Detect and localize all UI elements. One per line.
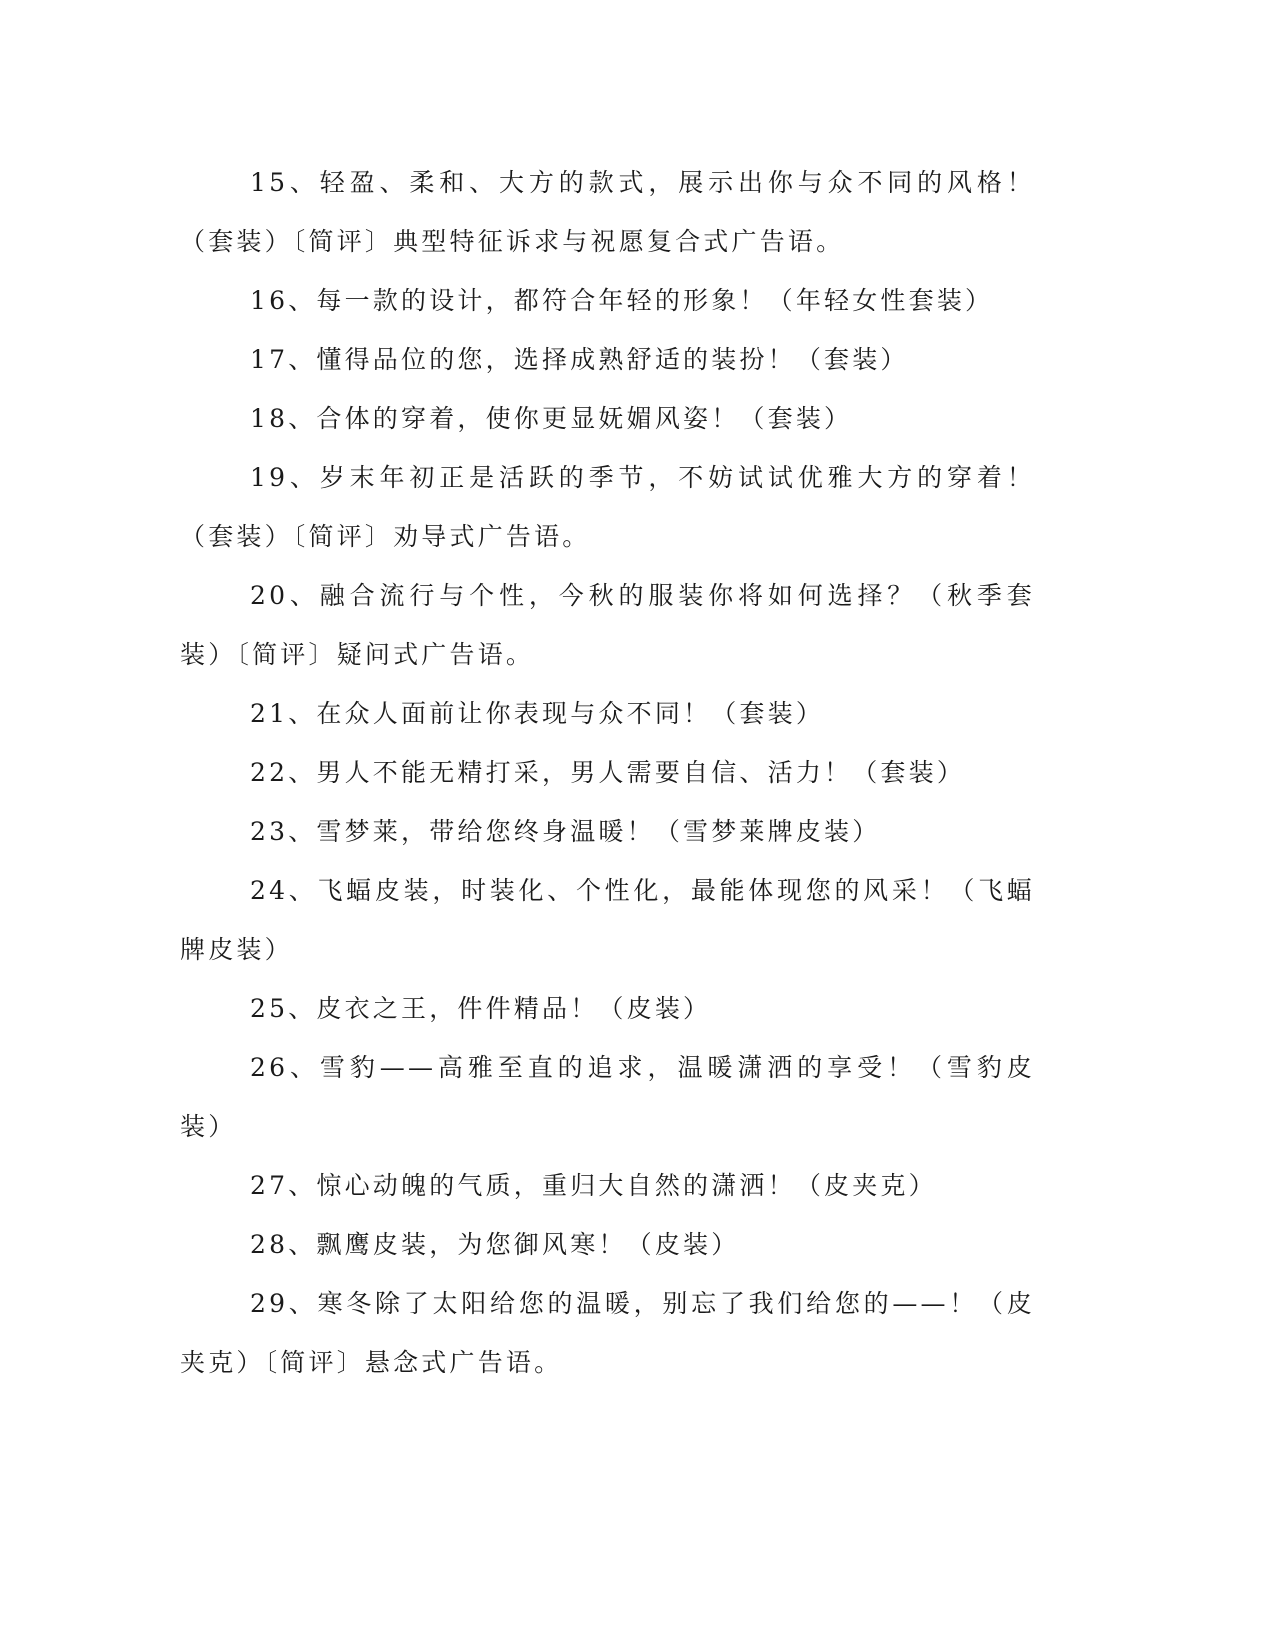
paragraph-20: 20、融合流行与个性，今秋的服装你将如何选择？（秋季套装）〔简评〕疑问式广告语。 — [180, 581, 1035, 669]
paragraph-27: 27、惊心动魄的气质，重归大自然的潇洒！（皮夹克） — [250, 1171, 937, 1200]
paragraph-16: 16、每一款的设计，都符合年轻的形象！（年轻女性套装） — [250, 286, 994, 315]
paragraph-26: 26、雪豹——高雅至直的追求，温暖潇洒的享受！（雪豹皮装） — [180, 1053, 1035, 1141]
paragraph-19: 19、岁末年初正是活跃的季节，不妨试试优雅大方的穿着！（套装）〔简评〕劝导式广告语。 — [180, 463, 1035, 551]
paragraph-28: 28、飘鹰皮装，为您御风寒！（皮装） — [250, 1230, 740, 1259]
paragraph-22: 22、男人不能无精打采，男人需要自信、活力！（套装） — [250, 758, 966, 787]
paragraph-17: 17、懂得品位的您，选择成熟舒适的装扮！（套装） — [250, 345, 909, 374]
paragraph-23: 23、雪梦莱，带给您终身温暖！（雪梦莱牌皮装） — [250, 817, 881, 846]
document-body — [180, 153, 1035, 1392]
paragraph-29: 29、寒冬除了太阳给您的温暖，别忘了我们给您的——！（皮夹克）〔简评〕悬念式广告语。 — [180, 1289, 1035, 1377]
paragraph-25: 25、皮衣之王，件件精品！（皮装） — [250, 994, 712, 1023]
paragraph-24: 24、飞蝠皮装，时装化、个性化，最能体现您的风采！（飞蝠牌皮装） — [180, 876, 1035, 964]
paragraph-15: 15、轻盈、柔和、大方的款式，展示出你与众不同的风格！（套装）〔简评〕典型特征诉求与祝愿复合式广告语。 — [180, 168, 1035, 256]
paragraph-21: 21、在众人面前让你表现与众不同！（套装） — [250, 699, 825, 728]
paragraph-18: 18、合体的穿着，使你更显妩媚风姿！（套装） — [250, 404, 853, 433]
